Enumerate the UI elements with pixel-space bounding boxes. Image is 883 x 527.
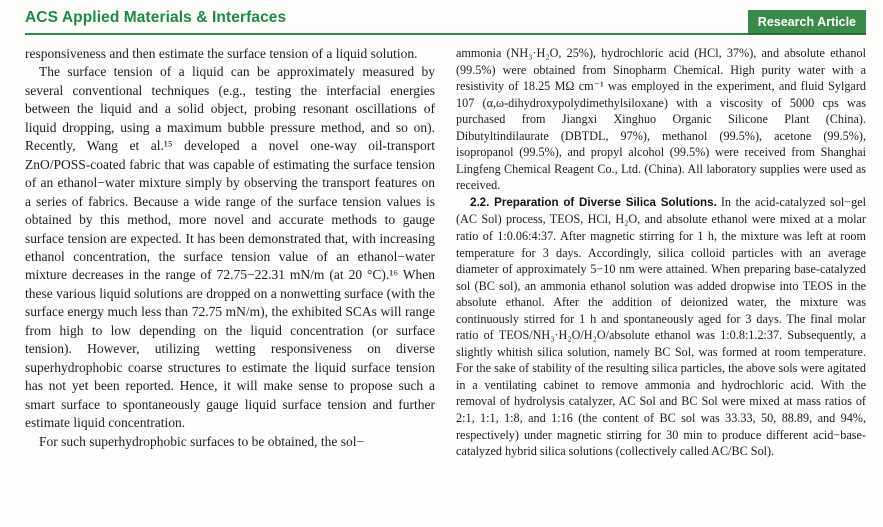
header-rule — [25, 33, 866, 35]
research-article-badge: Research Article — [748, 10, 866, 35]
paragraph-surface-tension: The surface tension of a liquid can be approximately measured by several conventional techniques (e.g., testing the interfacial energies between the liquid and a solid object, probing resonant oscillations of liquid dropping, using a maximum bubble pressure method, and so on). Recently, Wang et al.¹⁵ developed a novel one-way oil-transport ZnO/POSS-coated fabric that was capable of estimating the surface tension of an ethanol−water mixture simply by observing the transport features on a series of fabrics. Because a wide range of the surface tension values is obtained by this method, more novel and accurate methods to gauge surface tension are expected. It has been demonstrated that, with increasing ethanol concentration, the surface tension value of an ethanol−water mixture decreases in the range of 72.75−22.31 mN/m (at 20 °C).¹⁶ When these various liquid solutions are dropped on a nonwetting surface (with the surface energy much less than 72.75 mN/m), the exhibited SCAs will range from high to low depending on the liquid concentration (or surface tension). However, utilizing wetting responsiveness on diverse superhydrophobic coarse structures to estimate the liquid surface tension has not yet been reported. Hence, it will make sense to propose such a smart surface to spontaneously gauge liquid surface tension and further estimate liquid concentration. — [25, 64, 435, 431]
paragraph-superhydrophobic-start: For such superhydrophobic surfaces to be obtained, the sol− — [39, 433, 365, 449]
journal-title: ACS Applied Materials & Interfaces — [25, 9, 287, 26]
two-column-body — [25, 45, 866, 527]
paragraph-materials: ammonia (NH₃·H₂O, 25%), hydrochloric acid (HCl, 37%), and absolute ethanol (99.5%) were obtained from Sinopharm Chemical. High purity water with a resistivity of 18.25 MΩ cm⁻¹ was employed in the experiment, and fluid Sylgard 107 (α,ω-dihydroxypolydimethylsiloxane) with a viscosity of 5000 cps was purchased from Jiangxi Xinghuo Organic Silicone Plant (China). Dibutyltindilaurate (DBTDL, 97%), methanol (99.5%), acetone (99.5%), isopropanol (99.5%), and propyl alcohol (99.5%) were received from Shanghai Lingfeng Chemical Reagent Co., Ltd. (China). All laboratory supplies were used as received. — [456, 46, 866, 193]
right-column — [456, 45, 866, 527]
left-column — [25, 45, 435, 527]
section-heading-2-2: 2.2. Preparation of Diverse Silica Solutions. — [470, 195, 717, 209]
paragraph-preparation — [456, 194, 866, 460]
paragraph-continuation: responsiveness and then estimate the surface tension of a liquid solution. — [25, 46, 418, 61]
paragraph-preparation-text: In the acid-catalyzed sol−gel (AC Sol) process, TEOS, HCl, H₂O, and absolute ethanol were mixed at a molar ratio of 1:0.06:4:37. After magnetic stirring for 1 h, the mixture was left at room temperature for 3 days. Accordingly, silica colloid particles with an average diameter of approximately 5−10 nm were attained. When preparing base-catalyzed sol (BC sol), an ammonia ethanol solution was added dropwise into TEOS in the absolute ethanol. After the addition of deionized water, the mixture was continuously stirred for 1 h and spontaneously aged for 3 days. The final molar ratio of TEOS/NH₃·H₂O/H₂O/absolute ethanol was 1:0.8:1.2:37. Subsequently, a slightly whitish silica solution, namely BC Sol, was formed at room temperature. For the sake of stability of the resulting silica particles, the above sols were agitated in a ventilating cabinet to remove ammonia and hydrochloric acid. With the removal of hydrolysis catalyzer, AC Sol and BC Sol were mixed at mass ratios of 2:1, 1:1, 1:8, and 1:16 (the content of BC sol was 33.33, 50, 88.89, and 94%, respectively) under magnetic stirring for 30 min to produce different acid−base-catalyzed hybrid silica solutions (collectively called AC/BC Sol). — [456, 194, 866, 459]
